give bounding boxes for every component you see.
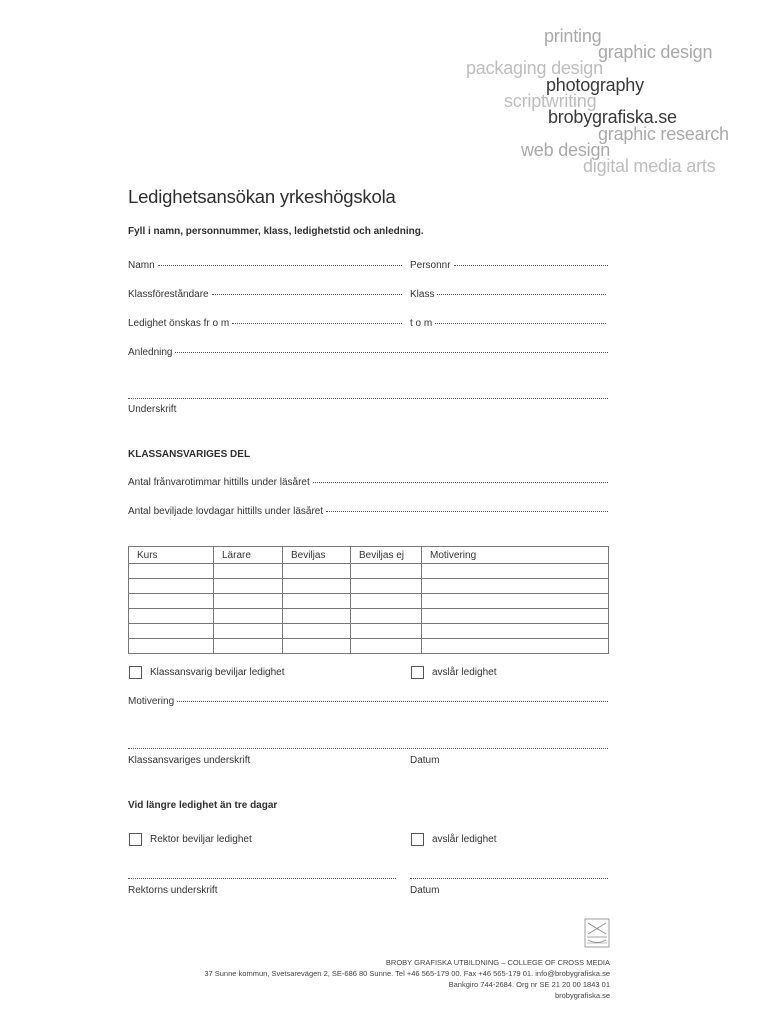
cloud-printing: printing: [544, 26, 602, 46]
klass-label: Klass: [410, 289, 435, 300]
franvaro-label: Antal frånvarotimmar hittills under läsåret: [128, 477, 310, 488]
table-row[interactable]: [129, 564, 609, 579]
ledighet-tom-field[interactable]: [410, 318, 606, 329]
table-header-larare: Lärare: [214, 547, 283, 564]
footer-line-1: BROBY GRAFISKA UTBILDNING – COLLEGE OF CROSS MEDIA: [385, 958, 610, 967]
anledning-label: Anledning: [128, 347, 173, 358]
rektor-avslar-checkbox[interactable]: [411, 833, 424, 846]
rektor-avslar-label: avslår ledighet: [432, 834, 497, 845]
broby-crest-icon: [584, 918, 610, 948]
cloud-graphic-design: graphic design: [598, 42, 713, 62]
course-table: [128, 546, 609, 654]
klass-signature-line[interactable]: [128, 748, 608, 749]
underskrift-label: Underskrift: [128, 404, 177, 415]
rektor-signature-line[interactable]: [128, 878, 396, 879]
ledighet-from-label: Ledighet önskas fr o m: [128, 318, 230, 329]
table-header-beviljas-ej: Beviljas ej: [351, 547, 422, 564]
namn-field[interactable]: [128, 260, 402, 271]
rektor-date-line[interactable]: [410, 878, 608, 879]
cloud-scriptwriting: scriptwriting: [504, 91, 597, 111]
motivering-label: Motivering: [128, 696, 175, 707]
cloud-photography: photography: [546, 75, 644, 95]
table-row[interactable]: [129, 579, 609, 594]
ledighet-tom-label: t o m: [410, 318, 433, 329]
klass-datum-label: Datum: [410, 755, 440, 766]
table-header-row: [129, 547, 609, 564]
rektor-underskrift-label: Rektorns underskrift: [128, 885, 218, 896]
rektor-beviljar-label: Rektor beviljar ledighet: [150, 834, 252, 845]
table-header-kurs: Kurs: [129, 547, 214, 564]
form-title: Ledighetsansökan yrkeshögskola: [128, 186, 396, 207]
klass-avslar-label: avslår ledighet: [432, 667, 497, 678]
table-header-beviljas: Beviljas: [283, 547, 351, 564]
personnr-label: Personnr: [410, 260, 451, 271]
rektor-section-heading: Vid längre ledighet än tre dagar: [128, 800, 278, 811]
cloud-digital-media-arts: digital media arts: [583, 156, 716, 176]
signature-line[interactable]: [128, 398, 608, 399]
personnr-field[interactable]: [410, 260, 608, 271]
footer-line-3: Bankgiro 744-2684. Org nr SE 21 20 00 1843 01: [448, 980, 610, 989]
table-row[interactable]: [129, 609, 609, 624]
lovdagar-field[interactable]: [128, 506, 608, 517]
anledning-field[interactable]: [128, 347, 608, 358]
namn-label: Namn: [128, 260, 155, 271]
cloud-graphic-research: graphic research: [598, 124, 729, 144]
table-row[interactable]: [129, 624, 609, 639]
franvaro-field[interactable]: [128, 477, 608, 488]
motivering-field[interactable]: [128, 696, 608, 707]
form-intro: Fyll i namn, personnummer, klass, ledighetstid och anledning.: [128, 226, 424, 237]
cloud-web-design: web design: [521, 140, 611, 160]
klass-section-heading: KLASSANSVARIGES DEL: [128, 449, 251, 460]
table-row[interactable]: [129, 594, 609, 609]
rektor-datum-label: Datum: [410, 885, 440, 896]
klass-field[interactable]: [410, 289, 606, 300]
lovdagar-label: Antal beviljade lovdagar hittills under läsåret: [128, 506, 324, 517]
klass-beviljar-checkbox[interactable]: [129, 666, 142, 679]
klass-avslar-checkbox[interactable]: [411, 666, 424, 679]
klassforestandare-field[interactable]: [128, 289, 402, 300]
rektor-beviljar-checkbox[interactable]: [129, 833, 142, 846]
klassforestandare-label: Klassföreståndare: [128, 289, 209, 300]
ledighet-from-field[interactable]: [128, 318, 402, 329]
klass-beviljar-label: Klassansvarig beviljar ledighet: [150, 667, 285, 678]
footer-line-2: 37 Sunne kommun, Svetsarevägen 2, SE-686 80 Sunne. Tel +46 565-179 00. Fax +46 565-179 01. info@brobygrafiska.se: [204, 969, 610, 978]
klass-underskrift-label: Klassansvariges underskrift: [128, 755, 251, 766]
table-row[interactable]: [129, 639, 609, 654]
cloud-packaging-design: packaging design: [466, 58, 603, 78]
table-header-motivering: Motivering: [422, 547, 609, 564]
cloud-site: brobygrafiska.se: [548, 107, 677, 127]
footer-line-4: brobygrafiska.se: [554, 991, 610, 1000]
